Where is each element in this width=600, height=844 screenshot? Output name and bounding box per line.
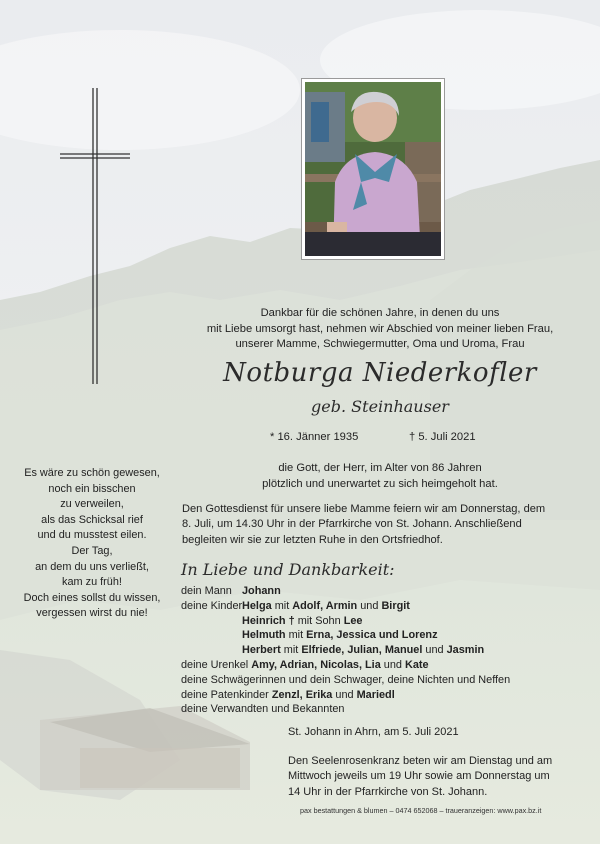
place-date: St. Johann in Ahrn, am 5. Juli 2021 [288, 726, 459, 738]
child-name: Heinrich † [242, 614, 295, 627]
service-line: 8. Juli, um 14.30 Uhr in der Pfarrkirche von St. Johann. Anschließend [182, 518, 522, 531]
spouse-children-names: Adolf, Armin [292, 599, 358, 612]
connector-text: und [425, 644, 444, 657]
poem-line: Es wäre zu schön gewesen, [24, 467, 160, 479]
connector-text: mit [288, 629, 304, 642]
connector-text: mit [283, 644, 299, 657]
connector-text: und [383, 658, 402, 671]
poem-line: kam zu früh! [62, 576, 122, 589]
family-row-relatives [181, 702, 591, 717]
rosary-line: Mittwoch jeweils um 19 Uhr sowie am Donnerstag um [288, 770, 550, 783]
called-line: plötzlich und unerwartet zu sich heimgeholt hat. [262, 477, 498, 490]
child-name: Herbert [242, 644, 281, 657]
rosary-text [288, 754, 588, 800]
relation-label: deine Urenkel [181, 658, 249, 671]
poem-line: Der Tag, [71, 544, 113, 557]
family-row-child [181, 614, 591, 629]
relatives-text: deine Verwandten und Bekannten [181, 703, 345, 716]
family-name: Erna, Jessica und Lorenz [306, 629, 438, 642]
family-name: Mariedl [356, 688, 395, 701]
poem-line: vergessen wirst du nie! [36, 607, 148, 620]
relation-label: deine Kinder [181, 599, 243, 612]
family-row-great-grandchildren [181, 658, 591, 673]
deceased-name: Notburga Niederkofler [223, 358, 537, 388]
rosary-line: Den Seelenrosenkranz beten wir am Dienstag und am [288, 755, 553, 767]
inlaws-text: deine Schwägerinnen und dein Schwager, deine Nichten und Neffen [181, 673, 511, 686]
family-name: Jasmin [446, 644, 485, 657]
memorial-poem [0, 466, 184, 622]
family-row-inlaws [181, 673, 591, 688]
poem-line: Doch eines sollst du wissen, [23, 591, 161, 604]
family-name: Amy, Adrian, Nicolas, Lia [251, 658, 381, 671]
called-line: die Gott, der Herr, im Alter von 86 Jahren [278, 462, 482, 474]
called-home-text [160, 461, 600, 492]
thanks-heading: In Liebe und Dankbarkeit: [181, 560, 395, 579]
family-name: Zenzl, Erika [271, 688, 333, 701]
family-row-child [181, 643, 591, 658]
family-name: Lee [343, 614, 363, 627]
intro-line: mit Liebe umsorgt hast, nehmen wir Abschied von meiner lieben Frau, [206, 322, 554, 335]
connector-text: und [360, 599, 379, 612]
cross-icon [58, 86, 132, 386]
family-row-child [181, 628, 591, 643]
connector-text: und [335, 688, 354, 701]
child-name: Helga [242, 599, 272, 612]
service-line: begleiten wir sie zur letzten Ruhe in den Ortsfriedhof. [182, 533, 443, 546]
footer-credit: pax bestattungen & blumen – 0474 652068 – traueranzeigen: www.pax.bz.it [300, 806, 542, 815]
connector-text: mit Sohn [297, 614, 341, 627]
family-name: Kate [404, 658, 429, 671]
family-row-child [181, 599, 591, 614]
husband-name: Johann [242, 585, 281, 597]
poem-line: noch ein bisschen [48, 482, 136, 495]
birth-date: * 16. Jänner 1935 [270, 431, 359, 443]
connector-text: mit [274, 599, 290, 612]
intro-line: unserer Mamme, Schwiegermutter, Oma und Uroma, Frau [235, 338, 525, 351]
family-name: Elfriede, Julian, Manuel [301, 644, 423, 657]
family-row-godchildren [181, 688, 591, 703]
poem-line: zu verweilen, [60, 498, 124, 511]
family-row-husband [181, 584, 591, 599]
maiden-name: geb. Steinhauser [311, 397, 449, 416]
relation-label: dein Mann [181, 585, 232, 597]
poem-line: an dem du uns verließt, [35, 560, 149, 573]
relation-label: deine Patenkinder [181, 688, 269, 701]
portrait-photo [301, 78, 445, 260]
family-name: Birgit [381, 599, 410, 612]
rosary-line: 14 Uhr in der Pfarrkirche von St. Johann. [288, 785, 488, 798]
poem-line: als das Schicksal rief [41, 513, 143, 526]
family-list [181, 584, 591, 717]
service-line: Den Gottesdienst für unsere liebe Mamme feiern wir am Donnerstag, dem [182, 503, 546, 515]
funeral-service-text [182, 502, 578, 548]
child-name: Helmuth [242, 629, 286, 642]
intro-line: Dankbar für die schönen Jahre, in denen du uns [260, 307, 500, 319]
death-date: † 5. Juli 2021 [409, 431, 476, 443]
intro-text [160, 306, 600, 353]
poem-line: und du musstest eilen. [37, 529, 147, 542]
